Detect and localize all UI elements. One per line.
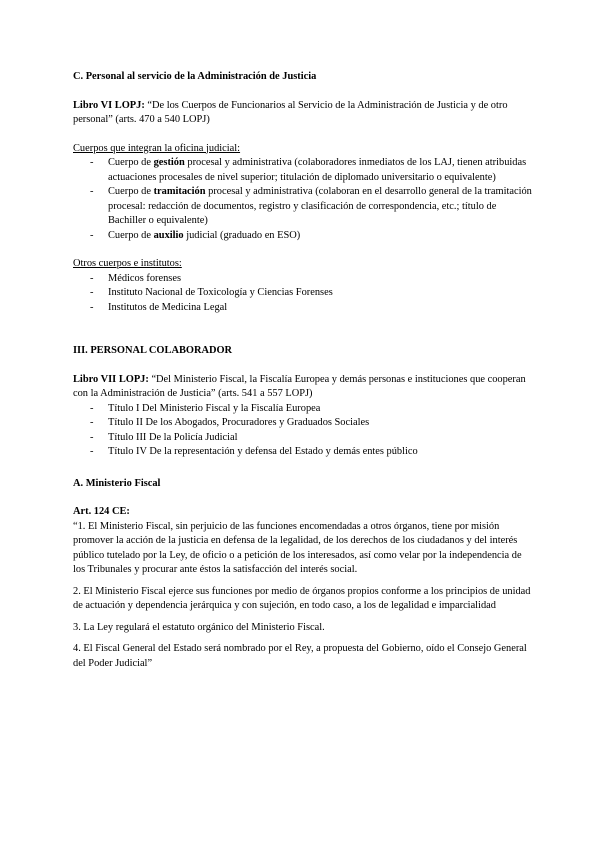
- libro-vi-label: Libro VI LOPJ:: [73, 99, 145, 111]
- list-item: - Título I Del Ministerio Fiscal y la Fiscalía Europea: [73, 402, 533, 417]
- otros-list: [73, 272, 533, 316]
- art-paragraph-3: 3. La Ley regulará el estatuto orgánico del Ministerio Fiscal.: [73, 621, 325, 633]
- titulos-list: [73, 402, 533, 460]
- list-item: - Institutos de Medicina Legal: [73, 301, 533, 316]
- art-124-label: Art. 124 CE:: [73, 506, 130, 517]
- dash-bullet: -: [90, 229, 94, 241]
- art-paragraph-4: 4. El Fiscal General del Estado será nombrado por el Rey, a propuesta del Gobierno, oído el Consejo General del Poder Judicial”: [73, 643, 527, 669]
- list-item: - Título IV De la representación y defensa del Estado y demás entes público: [73, 445, 533, 460]
- art-paragraph-1: “1. El Ministerio Fiscal, sin perjuicio de las funciones encomendadas a otros órganos, tiene por misión promover la acción de la justicia en defensa de la legalidad, de los derechos de los ciudadanos y del interés público tutelado por la Ley, de oficio o a petición de los interesados, así como velar por la independencia de los Tribunales y procurar ante éstos la satisfacción del interés social.: [73, 520, 522, 575]
- libro-vii-text: “Del Ministerio Fiscal, la Fiscalía Europea y demás personas e instituciones que cooperan con la Administración de Justicia” (arts. 541 a 557 LOPJ): [73, 373, 526, 399]
- otros-title: Otros cuerpos e institutos:: [73, 258, 182, 269]
- libro-vii-paragraph: [73, 373, 533, 402]
- libro-vi-paragraph: [73, 99, 533, 128]
- list-item: - Título III De la Policía Judicial: [73, 431, 533, 446]
- cuerpos-title: Cuerpos que integran la oficina judicial:: [73, 142, 241, 154]
- dash-bullet: -: [90, 301, 94, 313]
- dash-bullet: -: [90, 417, 94, 428]
- section-iii-heading: III. PERSONAL COLABORADOR: [73, 345, 233, 356]
- list-item: - Instituto Nacional de Toxicología y Ciencias Forenses: [73, 286, 533, 301]
- list-item: - Cuerpo de tramitación procesal y administrativa (colaboran en el desarrollo general de la tramitación procesal: redacción de documentos, registro y clasificación de correspondencia, etc.; título de Bachiller o equivalente): [90, 186, 532, 226]
- list-item: - Médicos forenses: [73, 272, 533, 287]
- dash-bullet: -: [90, 446, 94, 457]
- art-paragraph-2: 2. El Ministerio Fiscal ejerce sus funciones por medio de órganos propios conforme a los principios de unidad de actuación y dependencia jerárquica y con sujeción, en todo caso, a los de legalidad e imparcialidad: [73, 585, 531, 611]
- dash-bullet: -: [90, 186, 94, 197]
- dash-bullet: -: [90, 157, 94, 168]
- dash-bullet: -: [90, 287, 94, 298]
- dash-bullet: -: [90, 431, 94, 443]
- cuerpos-list: [73, 156, 533, 243]
- libro-vii-label: Libro VII LOPJ:: [73, 373, 149, 385]
- section-c-heading: C. Personal al servicio de la Administración de Justicia: [73, 71, 317, 82]
- dash-bullet: -: [90, 402, 94, 414]
- section-a-heading: A. Ministerio Fiscal: [73, 477, 161, 489]
- list-item: - Cuerpo de gestión procesal y administrativa (colaboradores inmediatos de los LAJ, tienen atribuidas actuaciones procesales de nivel superior; titulación de diplomado universitario o equivalente): [90, 157, 527, 183]
- libro-vi-text: “De los Cuerpos de Funcionarios al Servicio de la Administración de Justicia y de otro personal” (arts. 470 a 540 LOPJ): [73, 99, 508, 125]
- dash-bullet: -: [90, 272, 94, 284]
- list-item: - Cuerpo de auxilio judicial (graduado en ESO): [73, 229, 533, 244]
- list-item: - Título II De los Abogados, Procuradores y Graduados Sociales: [73, 416, 533, 431]
- document-page: [73, 70, 533, 671]
